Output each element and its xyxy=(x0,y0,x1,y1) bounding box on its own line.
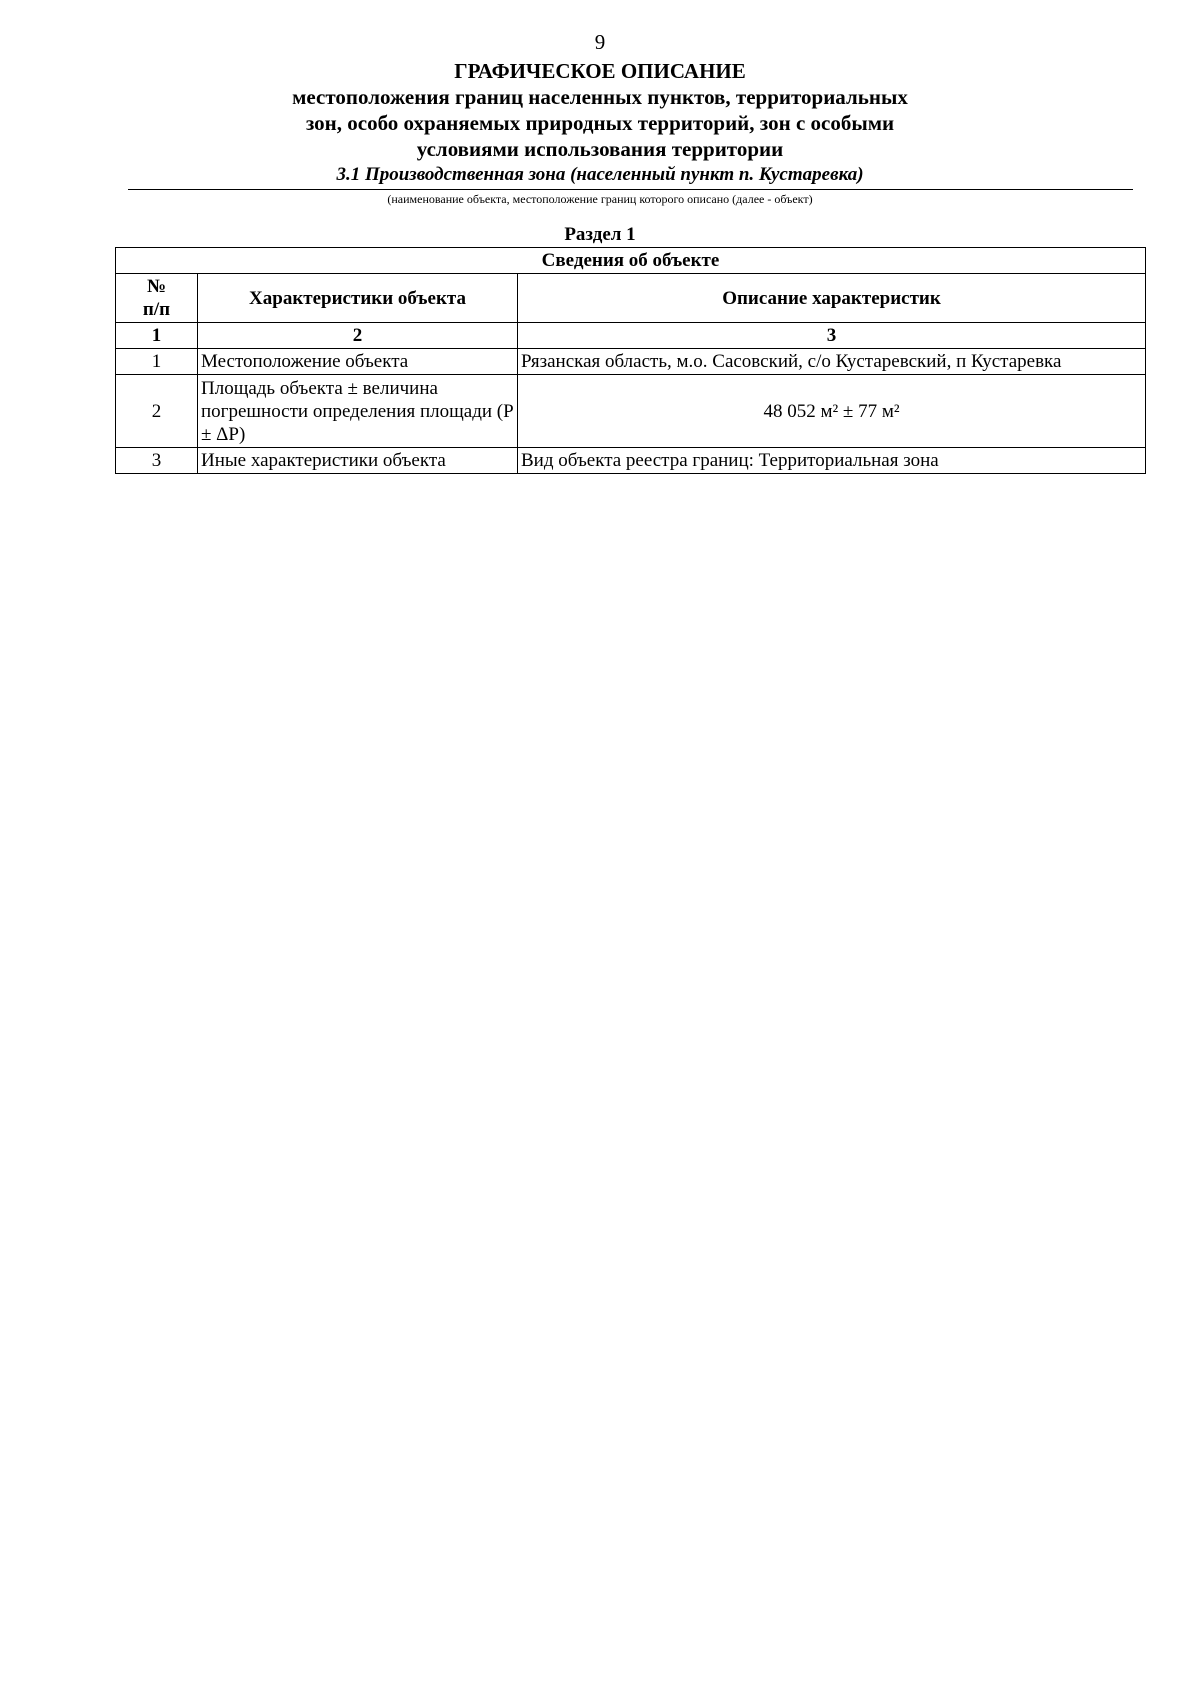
table-row xyxy=(116,375,1146,448)
page-number: 9 xyxy=(594,30,606,54)
title-line-3: зон, особо охраняемых природных территорий, зон с особыми xyxy=(305,111,895,135)
object-name-caption: (наименование объекта, местоположение границ которого описано (далее - объект) xyxy=(387,192,813,206)
row-number: 1 xyxy=(116,349,198,375)
document-title xyxy=(0,58,1200,162)
row-description: Вид объекта реестра границ: Территориальная зона xyxy=(518,448,1146,474)
table-caption-row xyxy=(116,248,1146,274)
table-row xyxy=(116,448,1146,474)
header-number-symbol: № xyxy=(146,276,167,297)
column-number-1: 1 xyxy=(116,323,198,349)
section-label: Раздел 1 xyxy=(564,224,636,245)
row-number: 2 xyxy=(116,375,198,448)
row-characteristic: Местоположение объекта xyxy=(198,349,518,375)
title-line-1: ГРАФИЧЕСКОЕ ОПИСАНИЕ xyxy=(454,59,746,83)
row-characteristic: Иные характеристики объекта xyxy=(198,448,518,474)
row-description: 48 052 м² ± 77 м² xyxy=(518,375,1146,448)
table-row xyxy=(116,349,1146,375)
object-name-underline xyxy=(128,189,1133,190)
object-info-table xyxy=(115,247,1146,474)
row-description: Рязанская область, м.о. Сасовский, с/о Кустаревский, п Кустаревка xyxy=(518,349,1146,375)
row-characteristic: Площадь объекта ± величина погрешности определения площади (P ± ΔP) xyxy=(198,375,518,448)
column-number-row xyxy=(116,323,1146,349)
column-number-2: 2 xyxy=(198,323,518,349)
object-name: 3.1 Производственная зона (населенный пункт п. Кустаревка) xyxy=(336,164,864,185)
header-number xyxy=(116,274,198,323)
header-description: Описание характеристик xyxy=(518,274,1146,323)
table-caption: Сведения об объекте xyxy=(116,248,1146,274)
row-number: 3 xyxy=(116,448,198,474)
table-header-row xyxy=(116,274,1146,323)
header-characteristic: Характеристики объекта xyxy=(198,274,518,323)
title-line-4: условиями использования территории xyxy=(416,137,784,161)
title-line-2: местоположения границ населенных пунктов, территориальных xyxy=(292,85,908,109)
column-number-3: 3 xyxy=(518,323,1146,349)
header-number-label: п/п xyxy=(142,299,171,320)
